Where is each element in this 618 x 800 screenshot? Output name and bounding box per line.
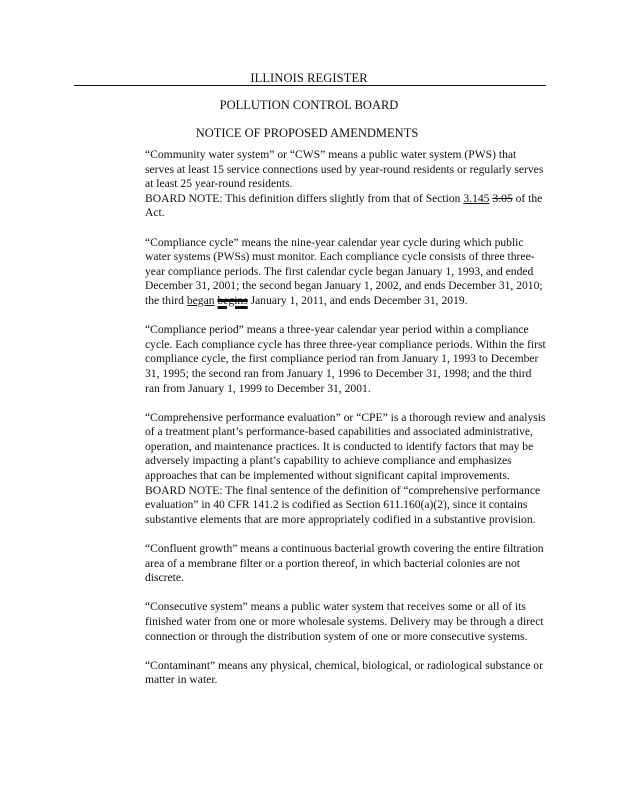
deleted-text: 3.05 <box>492 191 513 205</box>
board-note-end: of the Act. <box>145 191 543 220</box>
board-note-text: BOARD NOTE: This definition differs slightly from that of Section <box>145 191 464 205</box>
definition-cpe <box>145 411 547 528</box>
board-title: POLLUTION CONTROL BOARD <box>219 98 399 112</box>
notice-title: NOTICE OF PROPOSED AMENDMENTS <box>195 126 419 140</box>
deleted-text: begins <box>217 293 248 307</box>
definition-text-end: January 1, 2011, and ends December 31, 2019. <box>247 293 468 307</box>
definition-text: “Comprehensive performance evaluation” or “CPE” is a thorough review and analysis of a treatment plant’s performance-based capabilities and associated administrative, operation, and maintenance practices. It is conducted to identify factors that may be adversely impacting a plant’s capability to achieve compliance and emphasizes approaches that can be implemented without significant capital improvements. <box>145 410 546 483</box>
register-title: ILLINOIS REGISTER <box>250 71 368 85</box>
definition-consecutive-system: “Consecutive system” means a public water system that receives some or all of its finished water from one or more wholesale systems. Delivery may be through a direct connection or through the distribution system of one or more consecutive systems. <box>145 600 544 643</box>
definition-compliance-period: “Compliance period” means a three-year calendar year period within a compliance cycle. Each compliance cycle has three three-year compliance periods. Within the first compliance cycle, the first compliance period ran from January 1, 1993 to December 31, 1995; the second ran from January 1, 1996 to December 31, 1998; and the third ran from January 1, 1999 to December 31, 2001. <box>145 323 546 395</box>
board-note-text: BOARD NOTE: The final sentence of the definition of “comprehensive performance evaluation” in 40 CFR 141.2 is codified as Section 611.160(a)(2), since it contains substantive elements that are more appropriately codified in a substantive provision. <box>145 483 541 526</box>
inserted-text: began <box>186 293 215 307</box>
definition-confluent-growth: “Confluent growth” means a continuous bacterial growth covering the entire filtration area of a membrane filter or a portion thereof, in which bacterial colonies are not discrete. <box>145 542 544 585</box>
definition-contaminant: “Contaminant” means any physical, chemical, biological, or radiological substance or matter in water. <box>145 658 543 687</box>
definition-text: “Compliance cycle” means the nine-year calendar year cycle during which public water systems (PWSs) must monitor. Each compliance cycle consists of three three-year compliance periods. The first calendar cycle began January 1, 1993, and ended December 31, 2001; the second began January 1, 2002, and ends December 31, 2010; the third <box>145 235 543 307</box>
definition-compliance-cycle <box>145 236 547 309</box>
header-rule <box>74 85 546 86</box>
document-body <box>145 148 547 703</box>
definition-text: “Community water system” or “CWS” means a public water system (PWS) that serves at least 15 service connections used by year-round residents or regularly serves at least 25 year-round residents. <box>145 148 544 191</box>
inserted-text: 3.145 <box>463 191 490 205</box>
definition-community-water-system <box>145 148 547 221</box>
